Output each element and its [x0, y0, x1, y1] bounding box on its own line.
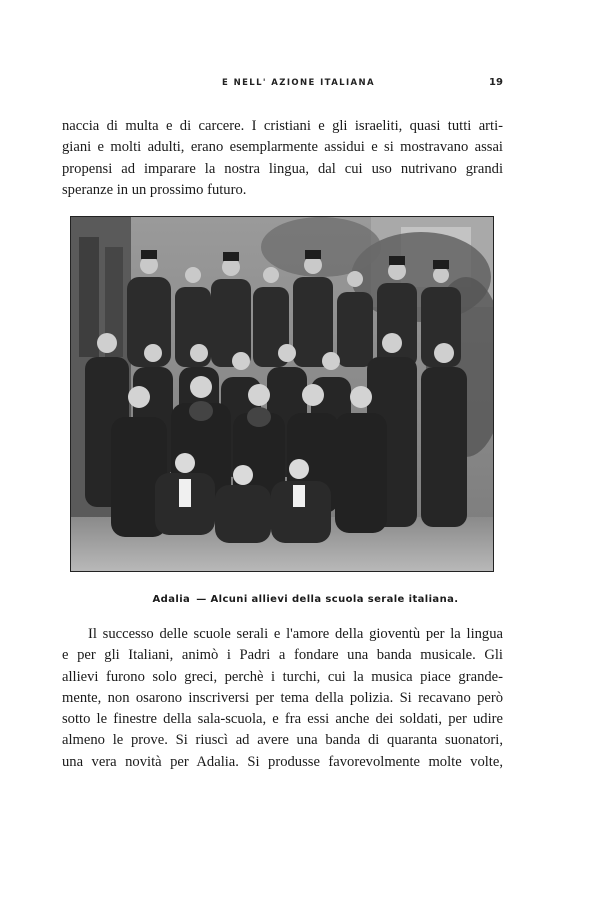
paragraph-line: e per gli Italiani, animò i Padri a fondare una banda musicale. Gli: [62, 647, 503, 664]
caption-place: Adalia: [152, 594, 191, 605]
photo-caption: [0, 594, 611, 605]
paragraph-continued: [62, 116, 503, 201]
paragraph-line: Il successo delle scuole serali e l'amore della gioventù per la lingua: [88, 626, 503, 642]
running-title: E NELL' AZIONE ITALIANA: [222, 78, 376, 88]
paragraph-line: giani e molti adulti, erano esemplarmente assidui e si mostravano assai: [62, 139, 503, 156]
paragraph-line: allievi furono solo greci, perchè i turchi, cui la musica piace grande-: [62, 668, 503, 685]
paragraph-line: sotto le finestre della sala-scuola, e fra essi anche dei soldati, per udire: [62, 711, 503, 728]
paragraph-line: propensi ad imparare la nostra lingua, dal cui uso nutrivano grandi: [62, 160, 503, 177]
page-number: 19: [489, 77, 503, 88]
caption-text: — Alcuni allievi della scuola serale italiana.: [196, 594, 459, 605]
running-head: [0, 78, 611, 94]
group-photograph: [70, 216, 494, 572]
paragraph: [62, 624, 503, 773]
paragraph-line: speranze in un prossimo futuro.: [62, 181, 247, 198]
paragraph-line: almeno le prove. Si riuscì ad avere una banda di quaranta suonatori,: [62, 732, 503, 749]
paragraph-line: mente, non osarono inscriversi per tema della polizia. Si recavano però: [62, 689, 503, 706]
paragraph-line: una vera novità per Adalia. Si produsse favorevolmente molte volte,: [62, 753, 503, 770]
paragraph-line: naccia di multa e di carcere. I cristiani e gli israeliti, quasi tutti arti-: [62, 118, 503, 134]
photograph-illustration: [71, 217, 493, 571]
